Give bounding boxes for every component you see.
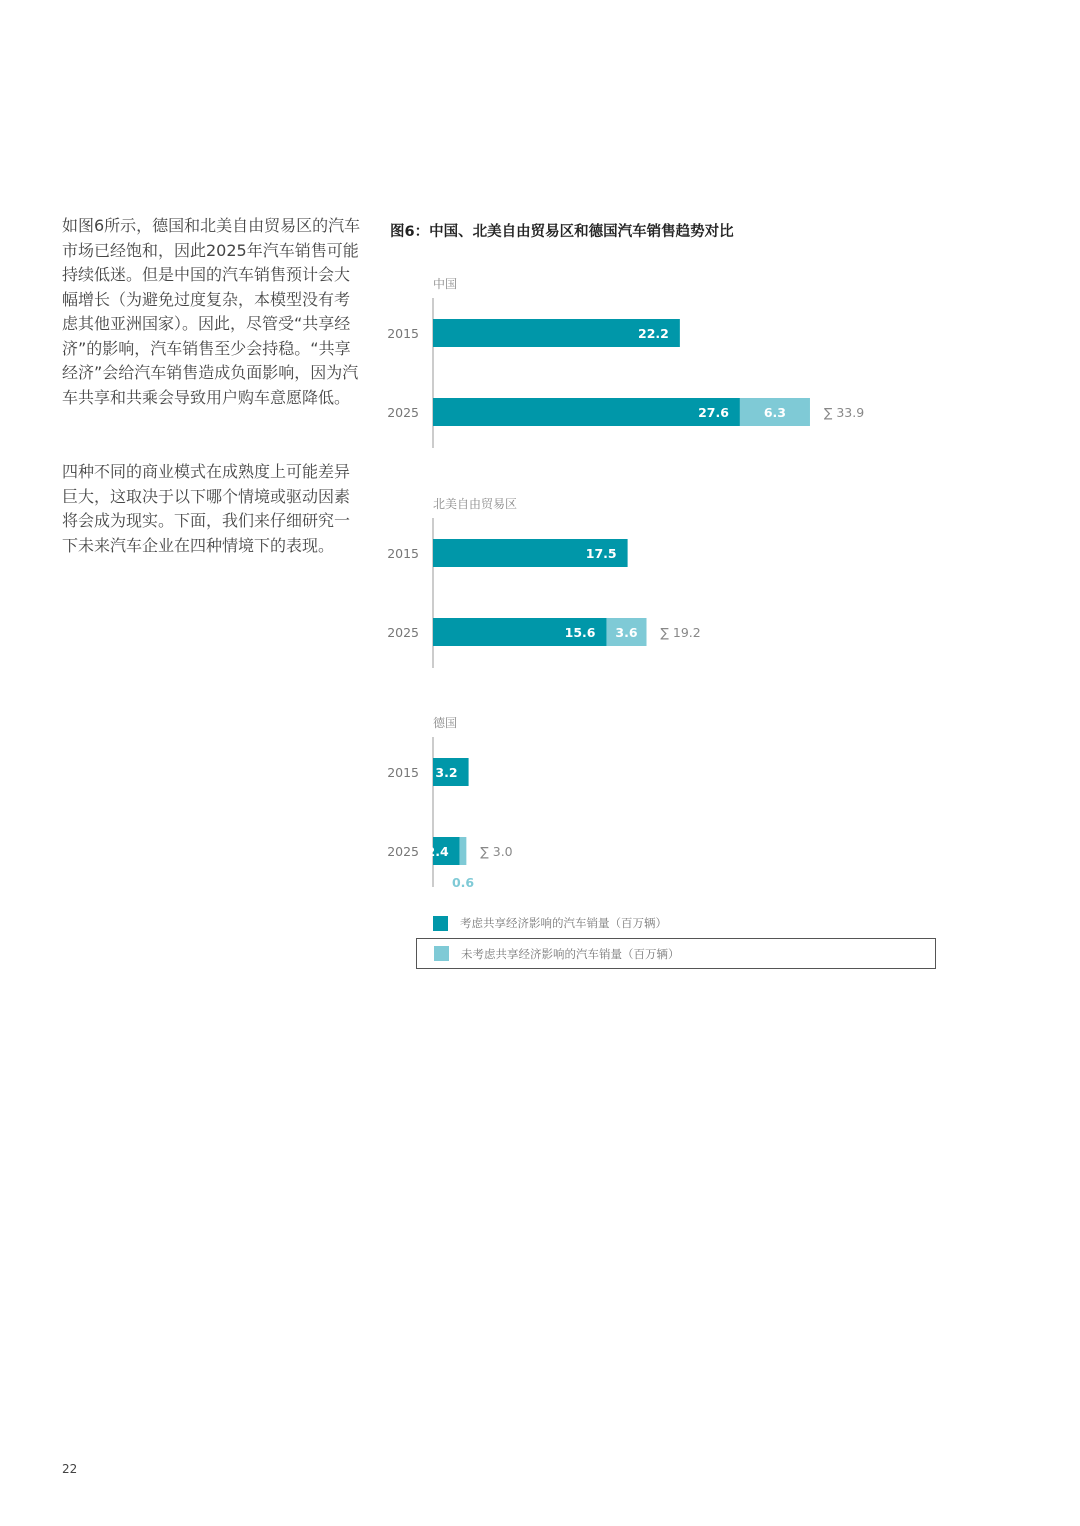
total-label: ∑ 19.2 [660, 625, 701, 640]
legend-label-with-sharing: 考虑共享经济影响的汽车销量（百万辆） [460, 916, 667, 930]
bar-effect-label: 6.3 [763, 405, 787, 420]
paragraph-2: 四种不同的商业模式在成熟度上可能差异巨大，这取决于以下哪个情境或驱动因素将会成为现实。下面，我们来仔细研究一下未来汽车企业在四种情境下的表现。 [62, 462, 351, 555]
bar-value-label: 22.2 [638, 326, 669, 341]
bar-value-label: 3.2 [435, 765, 458, 780]
year-label: 2015 [387, 546, 419, 561]
page-number: 22 [62, 1462, 78, 1476]
bar-with-sharing [433, 398, 740, 426]
year-label: 2025 [387, 625, 419, 640]
panel-label: 德国 [433, 716, 458, 730]
paragraph-1: 如图6所示，德国和北美自由贸易区的汽车市场已经饱和，因此2025年汽车销售可能持续低迷。但是中国的汽车销售预计会大幅增长（为避免过度复杂，本模型没有考虑其他亚洲国家）。因此，尽管受“共享经济”的影响，汽车销售至少会持稳。“共享经济”会给汽车销售造成负面影响，因为汽车共享和共乘会导致用户购车意愿降低。 [62, 216, 361, 407]
year-label: 2015 [387, 326, 419, 341]
year-label: 2015 [387, 765, 419, 780]
bar-effect-label: 3.6 [615, 625, 638, 640]
bar-value-label: 2.4 [426, 844, 449, 859]
legend-label-without-sharing: 未考虑共享经济影响的汽车销量（百万辆） [461, 946, 680, 961]
legend-swatch-with-sharing [433, 916, 448, 931]
bar-value-label: 17.5 [585, 546, 617, 561]
legend-swatch-without-sharing [434, 946, 449, 961]
bar-value-label: 27.6 [698, 405, 729, 420]
year-label: 2025 [387, 405, 419, 420]
chart-title: 图6：中国、北美自由贸易区和德国汽车销售趋势对比 [390, 224, 734, 240]
bar-sharing-effect [460, 837, 467, 865]
legend-item-with-sharing [416, 914, 936, 932]
panel-label: 北美自由贸易区 [433, 497, 518, 511]
total-label: ∑ 33.9 [823, 405, 865, 420]
panel-label: 中国 [433, 277, 458, 291]
bar-value-label: 15.6 [564, 625, 596, 640]
year-label: 2025 [387, 844, 419, 859]
legend-item-without-sharing [416, 938, 936, 969]
bar-effect-label: 0.6 [451, 875, 475, 890]
total-label: ∑ 3.0 [480, 844, 513, 859]
